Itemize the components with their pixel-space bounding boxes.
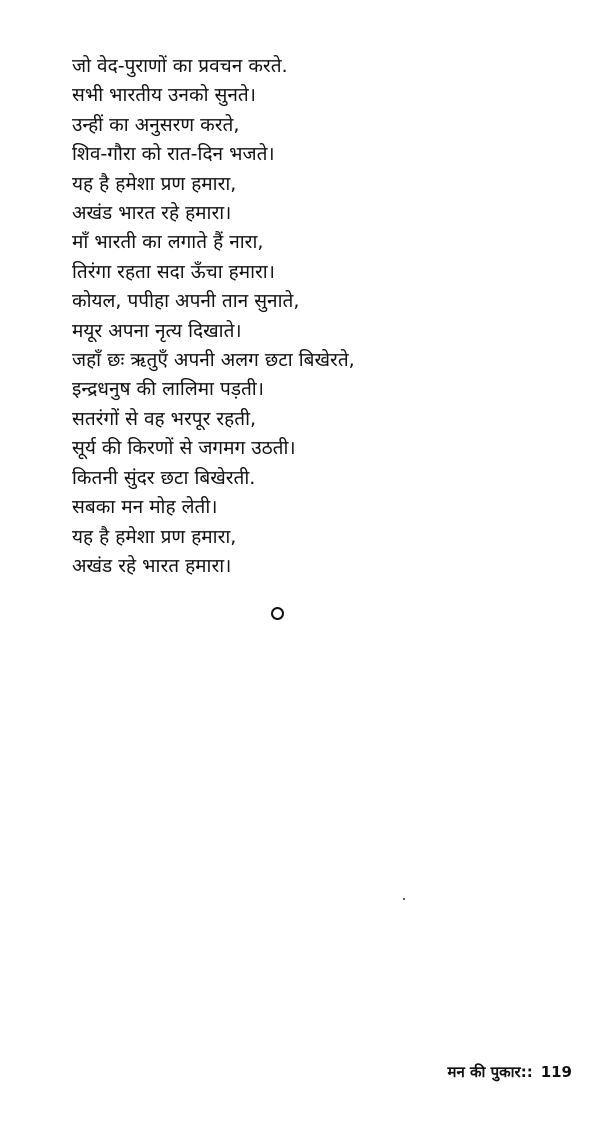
poem-line: यह है हमेशा प्रण हमारा, <box>72 525 237 548</box>
section-end-circle-icon <box>271 607 284 620</box>
poem-line: कोयल, पपीहा अपनी तान सुनाते, <box>72 290 300 313</box>
poem-line: शिव-गौरा को रात-दिन भजते। <box>72 143 275 166</box>
poem-line: तिरंगा रहता सदा ऊँचा हमारा। <box>72 260 275 283</box>
poem-line: अखंड रहे भारत हमारा। <box>72 554 232 577</box>
poem-line: माँ भारती का लगाते हैं नारा, <box>72 231 264 254</box>
poem-line: उन्हीं का अनुसरण करते, <box>72 113 240 136</box>
poem-line: सूर्य की किरणों से जगमग उठती। <box>72 437 296 460</box>
poem-line: अखंड भारत रहे हमारा। <box>72 202 232 225</box>
poem-line: जहाँ छः ऋतुएँ अपनी अलग छटा बिखेरते, <box>72 349 355 372</box>
poem <box>72 52 532 581</box>
page-number: 119 <box>540 1063 572 1081</box>
poem-line: सभी भारतीय उनको सुनते। <box>72 84 256 107</box>
print-speck <box>403 898 405 900</box>
poem-line: सतरंगों से वह भरपूर रहती, <box>72 407 257 430</box>
page-footer <box>447 1062 572 1082</box>
book-title: मन की पुकार:: <box>447 1063 533 1081</box>
poem-line: मयूर अपना नृत्य दिखाते। <box>72 319 242 342</box>
poem-line: सबका मन मोह लेती। <box>72 496 218 519</box>
poem-line: जो वेद-पुराणों का प्रवचन करते. <box>72 55 288 77</box>
poem-line: कितनी सुंदर छटा बिखेरती. <box>72 466 256 489</box>
poem-line: यह है हमेशा प्रण हमारा, <box>72 172 237 195</box>
poem-line: इन्द्रधनुष की लालिमा पड़ती। <box>72 378 264 401</box>
